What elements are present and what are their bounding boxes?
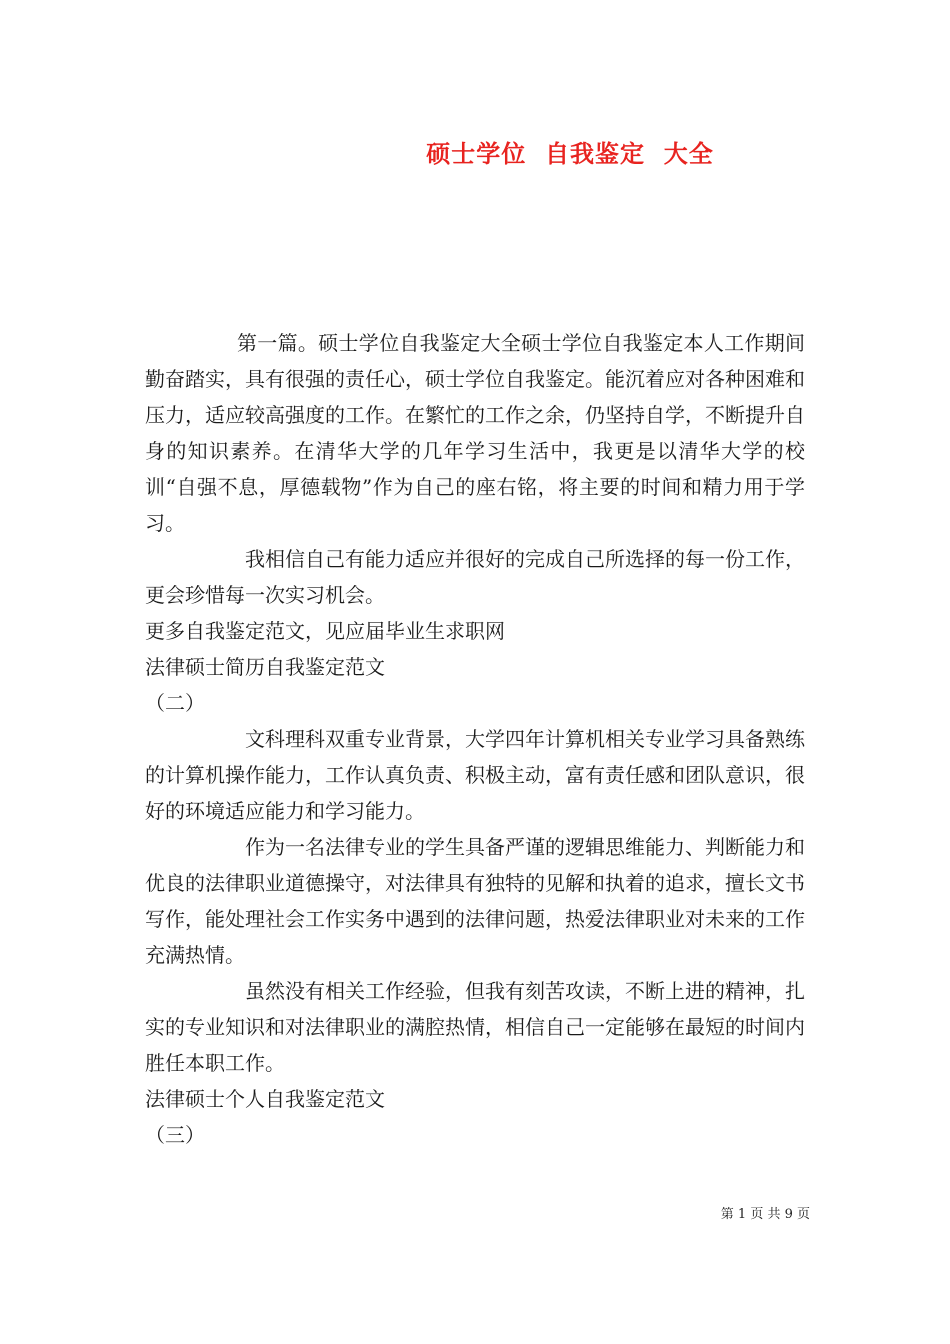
paragraph-6: 虽然没有相关工作经验，但我有刻苦攻读，不断上进的精神，扎实的专业知识和对法律职业的满腔热情，相信自己一定能够在最短的时间内胜任本职工作。	[145, 979, 805, 1075]
paragraph-2: 我相信自己有能力适应并很好的完成自己所选择的每一份工作，更会珍惜每一次实习机会。	[145, 547, 805, 607]
paragraph-1: 第一篇。硕士学位自我鉴定大全硕士学位自我鉴定本人工作期间勤奋踏实，具有很强的责任心，硕士学位自我鉴定。能沉着应对各种困难和压力，适应较高强度的工作。在繁忙的工作之余，仍坚持自学，不断提升自身的知识素养。在清华大学的几年学习生活中，我更是以清华大学的校训“自强不息，厚德载物”作为自己的座右铭，将主要的时间和精力用于学习。	[145, 331, 805, 535]
section-number-3: （三）	[145, 1123, 205, 1147]
document-body	[145, 325, 805, 1153]
paragraph-4: 文科理科双重专业背景，大学四年计算机相关专业学习具备熟练的计算机操作能力，工作认真负责、积极主动，富有责任感和团队意识，很好的环境适应能力和学习能力。	[145, 727, 805, 823]
page-number-footer: 第 1 页 共 9 页	[720, 1207, 810, 1222]
section-number-2: （二）	[145, 691, 205, 715]
section-heading-law-personal: 法律硕士个人自我鉴定范文	[145, 1087, 385, 1111]
section-heading-law-resume: 法律硕士简历自我鉴定范文	[145, 655, 385, 679]
paragraph-3: 更多自我鉴定范文，见应届毕业生求职网	[145, 619, 505, 643]
paragraph-5: 作为一名法律专业的学生具备严谨的逻辑思维能力、判断能力和优良的法律职业道德操守，对法律具有独特的见解和执着的追求，擅长文书写作，能处理社会工作实务中遇到的法律问题，热爱法律职业对未来的工作充满热情。	[145, 835, 805, 967]
document-title: 硕士学位 自我鉴定 大全	[426, 140, 714, 168]
